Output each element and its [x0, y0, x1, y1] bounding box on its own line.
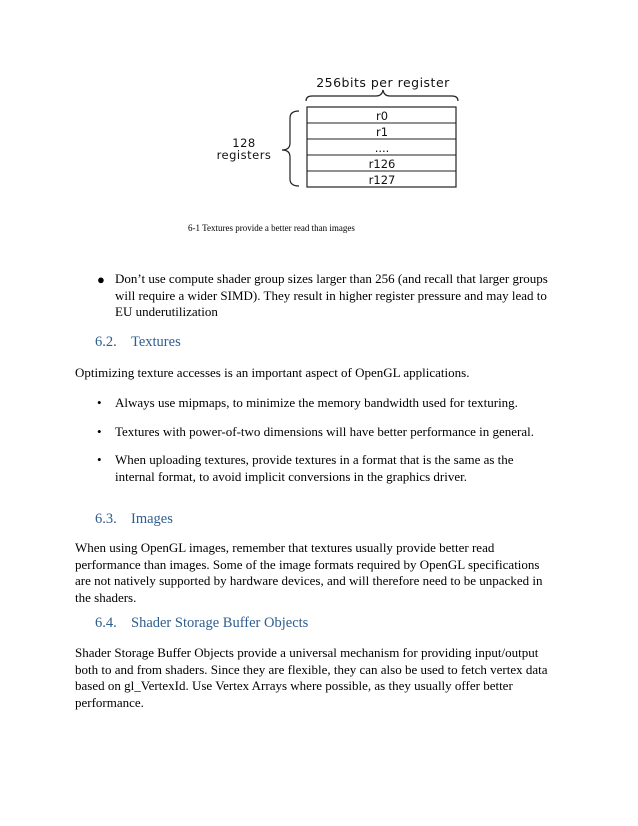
section-number: 6.2.: [95, 334, 117, 350]
bullet-mipmaps: Always use mipmaps, to minimize the memory bandwidth used for texturing.: [115, 395, 518, 410]
section-heading-textures: [95, 334, 181, 351]
register-r126: r126: [368, 157, 396, 171]
section-number: 6.4.: [95, 615, 117, 631]
bullet-marker: ●: [97, 272, 105, 287]
register-diagram: [0, 0, 638, 240]
section-number: 6.3.: [95, 511, 117, 527]
section-title: Shader Storage Buffer Objects: [131, 615, 309, 631]
ssbo-body: Shader Storage Buffer Objects provide a universal mechanism for providing input/output both to and from shaders. Since they are flexible, they can also be used to fetch vertex data based on gl_VertexId. Use Vertex Arrays where possible, as they usually offer better performance.: [75, 645, 548, 710]
registers-word-label: registers: [216, 148, 272, 162]
section-heading-images: [95, 511, 173, 528]
register-width-label: 256bits per register: [316, 75, 450, 90]
bullet-upload-format: When uploading textures, provide textures in a format that is the same as the internal format, to avoid implicit conversions in the graphics driver.: [115, 452, 514, 484]
section-heading-ssbo: [95, 615, 308, 632]
register-ellipsis: ....: [374, 141, 390, 155]
bullet-marker: •: [97, 452, 102, 467]
register-r1: r1: [375, 125, 389, 139]
bullet-marker: •: [97, 424, 102, 439]
bullet-power-of-two: Textures with power-of-two dimensions will have better performance in general.: [115, 424, 535, 439]
register-count-label: 128: [232, 136, 256, 150]
bullet-marker: •: [97, 395, 102, 410]
section-title: Textures: [131, 334, 181, 350]
register-r127: r127: [368, 173, 396, 187]
register-r0: r0: [375, 109, 389, 123]
bullet-register-pressure: Don’t use compute shader group sizes larger than 256 (and recall that larger groups will require a wider SIMD). They result in higher register pressure and may lead to EU underutilization: [115, 271, 548, 319]
left-brace: [282, 111, 299, 186]
textures-intro: Optimizing texture accesses is an important aspect of OpenGL applications.: [75, 365, 470, 380]
figure-caption: 6-1 Textures provide a better read than images: [188, 223, 355, 233]
top-brace: [306, 90, 458, 101]
section-title: Images: [131, 511, 173, 527]
images-body: When using OpenGL images, remember that textures usually provide better read performance than images. Some of the image formats required by OpenGL specifications are not natively supported by hardware devices, and will therefore need to be unpacked in the shaders.: [75, 540, 543, 605]
